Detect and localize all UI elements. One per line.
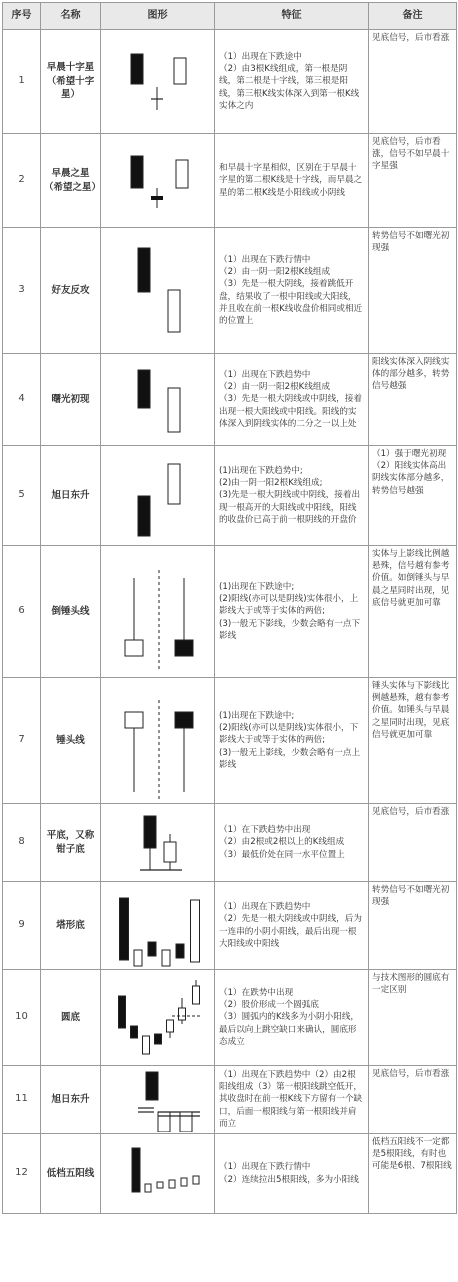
- feature-line: （2）股价形成一个圆弧底: [219, 1000, 319, 1011]
- row-index: 6: [3, 546, 41, 678]
- feature-line: （1）出现在下跌趋势中: [219, 902, 311, 913]
- table-row: [3, 1134, 457, 1214]
- pattern-name: 早晨十字星（希望十字星）: [41, 30, 101, 134]
- pattern-name: 曙光初现: [41, 354, 101, 446]
- pattern-note: [369, 970, 457, 1066]
- inverted-hammer-icon-svg: [102, 550, 214, 674]
- pattern-note: [369, 228, 457, 354]
- feature-line: (3)先是一根大阴线或中阴线，接着出现一根高开的大阳线或中阳线，阳线的收盘价已高于前一根阴线的开盘价: [219, 490, 361, 525]
- rounding-bottom-icon: [101, 970, 215, 1066]
- pattern-name: 旭日东升: [41, 1066, 101, 1134]
- row-index: 2: [3, 134, 41, 228]
- feature-line: （1）出现在下跌途中: [219, 51, 302, 62]
- feature-line: （3）圆弧内的K线多为小阴小阳线，最后以向上跳空缺口来确认，圆底形态成立: [219, 1012, 360, 1047]
- feature-line: （3）先是一根大阴线，接着跳低开盘，结果收了一根中阳线或大阳线，并且收在前一根K线收盘价相同或相近的位置上: [219, 279, 363, 326]
- pattern-features: [215, 678, 369, 804]
- feature-line: （1）出现在下跌行情中: [219, 254, 311, 265]
- pattern-name: 低档五阳线: [41, 1134, 101, 1214]
- feature-line: （2）连续拉出5根阳线，多为小阳线: [219, 1174, 359, 1185]
- hammer-icon: [101, 678, 215, 804]
- row-index: 9: [3, 882, 41, 970]
- feature-line: （2）由一阴一阳2根K线组成: [219, 267, 331, 278]
- pattern-features: [215, 354, 369, 446]
- table-row: [3, 134, 457, 228]
- feature-line: （1）出现在下跌行情中: [219, 1162, 311, 1173]
- note-line: 阳线实体深入阴线实体的部分越多，转势信号越强: [372, 357, 450, 392]
- pattern-name: 平底，又称钳子底: [41, 804, 101, 882]
- table-row: [3, 546, 457, 678]
- rising-sun-icon-svg: [102, 448, 214, 544]
- pattern-note: [369, 1134, 457, 1214]
- rising-sun-icon: [101, 446, 215, 546]
- pattern-features: [215, 804, 369, 882]
- piercing-line-icon-svg: [102, 356, 214, 444]
- pattern-name: 好友反攻: [41, 228, 101, 354]
- gap-rising-icon-svg: [102, 1068, 214, 1132]
- note-line: （1）强于曙光初现: [372, 449, 447, 459]
- morning-star-icon: [101, 134, 215, 228]
- feature-line: （3）最低价处在同一水平位置上: [219, 849, 345, 860]
- table-row: [3, 804, 457, 882]
- header-figure: 图形: [101, 3, 215, 30]
- table-row: [3, 354, 457, 446]
- feature-line: 和早晨十字星相似，区别在于早晨十字星的第二根K线是十字线，而早晨之星的第二根K线是小阳线或小阴线: [219, 163, 363, 198]
- row-index: 1: [3, 30, 41, 134]
- tweezer-bottom-icon-svg: [102, 806, 214, 880]
- row-index: 8: [3, 804, 41, 882]
- row-index: 3: [3, 228, 41, 354]
- pattern-name: 塔形底: [41, 882, 101, 970]
- feature-line: （2）由3根K线组成，第一根是阴线，第二根是十字线，第三根是阳线，第三根K线实体深入到第一根K线实体之内: [219, 64, 360, 111]
- feature-line: (1)出现在下跌途中;: [219, 710, 295, 721]
- pattern-features: [215, 30, 369, 134]
- row-index: 5: [3, 446, 41, 546]
- table-row: [3, 970, 457, 1066]
- friend-counterattack-icon: [101, 228, 215, 354]
- feature-line: (3)一般无上影线，少数会略有一点上影线: [219, 747, 361, 770]
- table-row: [3, 446, 457, 546]
- pattern-note: [369, 446, 457, 546]
- feature-line: (3)一般无下影线，少数会略有一点下影线: [219, 618, 361, 641]
- tower-bottom-icon-svg: [102, 884, 214, 968]
- morning-doji-star-icon: [101, 30, 215, 134]
- table-row: [3, 1066, 457, 1134]
- pattern-features: [215, 1134, 369, 1214]
- feature-line: （1）在跌势中出现: [219, 987, 294, 998]
- header-feature: 特征: [215, 3, 369, 30]
- note-line: 锤头实体与下影线比例越悬殊，越有参考价值。如锤头与早晨之星同时出现，见底信号就更加可靠: [372, 681, 450, 740]
- hammer-icon-svg: [102, 680, 214, 802]
- tower-bottom-icon: [101, 882, 215, 970]
- feature-line: (1)出现在下跌途中;: [219, 581, 295, 592]
- feature-line: （3）先是一根大阴线或中阴线，接着出现一根大阳线或中阳线。阳线的实体深入到阴线实体的二分之一以上处: [219, 394, 362, 429]
- feature-line: （2）由一阴一阳2根K线组成: [219, 382, 331, 393]
- pattern-note: [369, 354, 457, 446]
- note-line: 实体与上影线比例越悬殊，信号越有参考价值。如倒锤头与早晨之星同时出现，见底信号就更加可靠: [372, 549, 450, 608]
- tweezer-bottom-icon: [101, 804, 215, 882]
- pattern-name: 旭日东升: [41, 446, 101, 546]
- table-row: [3, 30, 457, 134]
- pattern-features: [215, 446, 369, 546]
- table-row: [3, 228, 457, 354]
- pattern-note: [369, 30, 457, 134]
- pattern-note: [369, 546, 457, 678]
- table-row: [3, 882, 457, 970]
- pattern-note: [369, 678, 457, 804]
- pattern-name: 锤头线: [41, 678, 101, 804]
- note-line: 转势信号不如曙光初现强: [372, 231, 450, 254]
- note-line: 见底信号，后市看涨，信号不如早晨十字星强: [372, 137, 450, 172]
- feature-line: （2）由2根或2根以上的K线组成: [219, 837, 345, 848]
- feature-line: (2)阳线(亦可以是阴线)实体很小，上影线大于或等于实体的两倍;: [219, 594, 359, 617]
- pattern-features: [215, 1066, 369, 1134]
- row-index: 4: [3, 354, 41, 446]
- header-note: 备注: [369, 3, 457, 30]
- row-index: 7: [3, 678, 41, 804]
- note-line: 与技术图形的圆底有一定区别: [372, 973, 450, 996]
- pattern-features: [215, 228, 369, 354]
- row-index: 10: [3, 970, 41, 1066]
- rounding-bottom-icon-svg: [102, 972, 214, 1064]
- feature-line: (2)由一阴一阳2根K线组成;: [219, 478, 323, 489]
- note-line: 见底信号，后市看涨: [372, 807, 450, 817]
- pattern-features: [215, 882, 369, 970]
- pattern-note: [369, 134, 457, 228]
- pattern-name: 圆底: [41, 970, 101, 1066]
- row-index: 12: [3, 1134, 41, 1214]
- gap-rising-icon: [101, 1066, 215, 1134]
- candlestick-pattern-table: [2, 2, 457, 1214]
- pattern-note: [369, 882, 457, 970]
- note-line: 见底信号，后市看涨: [372, 1069, 450, 1079]
- row-index: 11: [3, 1066, 41, 1134]
- header-row: [3, 3, 457, 30]
- note-line: 低档五阳线不一定都是5根阳线，有时也可能是6根、7根阳线: [372, 1137, 452, 1172]
- pattern-note: [369, 804, 457, 882]
- five-low-yang-icon-svg: [102, 1136, 214, 1212]
- header-name: 名称: [41, 3, 101, 30]
- pattern-features: [215, 134, 369, 228]
- pattern-features: [215, 970, 369, 1066]
- pattern-features: [215, 546, 369, 678]
- feature-line: （1）出现在下跌趋势中（2）由2根阳线组成（3）第一根阳线跳空低开，其收盘时在前一根K线下方留有一个缺口，后面一根阳线与第一根阳线并肩而立: [219, 1069, 363, 1129]
- five-low-yang-icon: [101, 1134, 215, 1214]
- note-line: 见底信号，后市看涨: [372, 33, 450, 43]
- pattern-name: 早晨之星（希望之星）: [41, 134, 101, 228]
- pattern-note: [369, 1066, 457, 1134]
- feature-line: (2)阳线(亦可以是阴线)实体很小，下影线大于或等于实体的两倍;: [219, 723, 359, 746]
- note-line: 转势信号不如曙光初现强: [372, 885, 450, 908]
- friend-counterattack-icon-svg: [102, 230, 214, 352]
- piercing-line-icon: [101, 354, 215, 446]
- header-index: 序号: [3, 3, 41, 30]
- feature-line: (1)出现在下跌趋势中;: [219, 465, 303, 476]
- feature-line: （1）出现在下跌趋势中: [219, 369, 311, 380]
- morning-doji-star-icon-svg: [102, 32, 214, 132]
- table-row: [3, 678, 457, 804]
- note-line: （2）阳线实体高出阴线实体部分越多，转势信号越强: [372, 461, 450, 496]
- feature-line: （1）在下跌趋势中出现: [219, 825, 311, 836]
- pattern-name: 倒锤头线: [41, 546, 101, 678]
- morning-star-icon-svg: [102, 136, 214, 226]
- inverted-hammer-icon: [101, 546, 215, 678]
- feature-line: （2）先是一根大阴线或中阴线，后为一连串的小阴小阳线，最后出现一根大阳线或中阳线: [219, 914, 362, 949]
